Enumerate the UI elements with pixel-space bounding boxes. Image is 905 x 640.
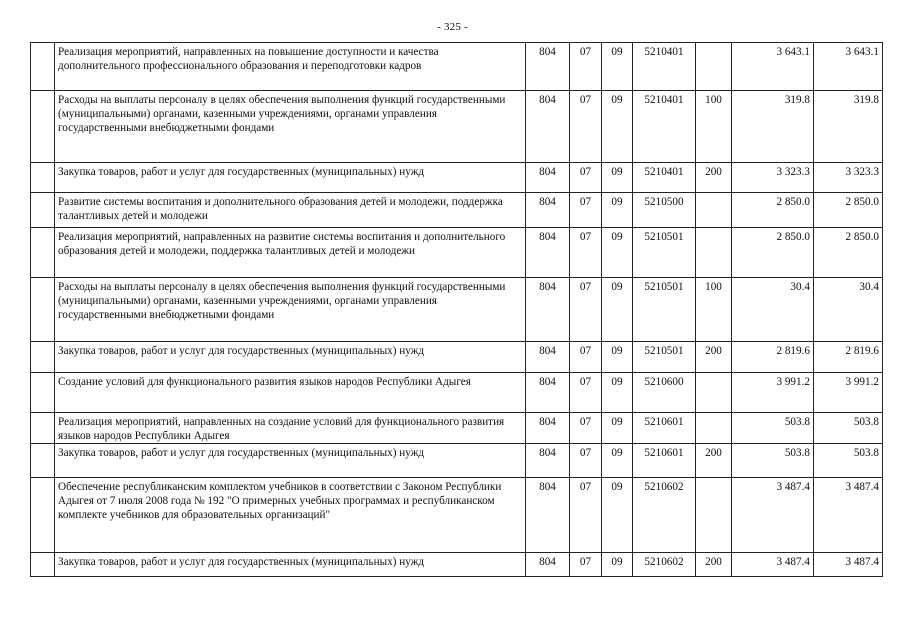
row-description: Расходы на выплаты персоналу в целях обеспечения выполнения функций государственными (муниципальными) органами, казенными учреждениями, органами управления государственными внебюджетными фондами: [55, 91, 526, 163]
row-description: Реализация мероприятий, направленных на развитие системы воспитания и дополнительного образования детей и молодежи, поддержка талантливых детей и молодежи: [55, 228, 526, 278]
row-target-article-code: 5210600: [633, 373, 696, 413]
row-section-code: 07: [570, 413, 602, 444]
table-row: [31, 444, 883, 478]
row-amount-2: 3 323.3: [814, 163, 883, 193]
row-expense-type-code: [696, 478, 732, 553]
row-description: Развитие системы воспитания и дополнительного образования детей и молодежи, поддержка талантливых детей и молодежи: [55, 193, 526, 228]
row-subsection-code: 09: [602, 43, 633, 91]
row-amount-2: 3 991.2: [814, 373, 883, 413]
row-ved-code: 804: [526, 193, 570, 228]
row-ved-code: 804: [526, 228, 570, 278]
row-amount-1: 3 643.1: [732, 43, 814, 91]
row-description: Закупка товаров, работ и услуг для государственных (муниципальных) нужд: [55, 444, 526, 478]
table-row: [31, 373, 883, 413]
row-expense-type-code: 200: [696, 342, 732, 373]
table-body: [31, 43, 883, 577]
row-amount-1: 503.8: [732, 413, 814, 444]
row-target-article-code: 5210401: [633, 163, 696, 193]
table-row: [31, 91, 883, 163]
table-row: [31, 163, 883, 193]
row-amount-2: 3 487.4: [814, 553, 883, 577]
row-subsection-code: 09: [602, 478, 633, 553]
table-row: [31, 193, 883, 228]
row-amount-2: 2 850.0: [814, 228, 883, 278]
table-row: [31, 342, 883, 373]
row-amount-1: 3 487.4: [732, 553, 814, 577]
table-row: [31, 413, 883, 444]
row-amount-2: 3 487.4: [814, 478, 883, 553]
row-amount-2: 2 819.6: [814, 342, 883, 373]
table-row: [31, 553, 883, 577]
row-subsection-code: 09: [602, 373, 633, 413]
row-amount-1: 3 323.3: [732, 163, 814, 193]
row-index-cell: [31, 278, 55, 342]
row-section-code: 07: [570, 342, 602, 373]
row-target-article-code: 5210401: [633, 91, 696, 163]
row-index-cell: [31, 478, 55, 553]
row-amount-2: 3 643.1: [814, 43, 883, 91]
row-amount-2: 503.8: [814, 444, 883, 478]
row-target-article-code: 5210401: [633, 43, 696, 91]
row-target-article-code: 5210602: [633, 553, 696, 577]
row-target-article-code: 5210501: [633, 278, 696, 342]
row-amount-1: 3 991.2: [732, 373, 814, 413]
row-index-cell: [31, 413, 55, 444]
row-section-code: 07: [570, 193, 602, 228]
row-expense-type-code: 100: [696, 91, 732, 163]
table-row: [31, 43, 883, 91]
row-section-code: 07: [570, 478, 602, 553]
row-section-code: 07: [570, 553, 602, 577]
row-target-article-code: 5210501: [633, 342, 696, 373]
row-expense-type-code: 200: [696, 444, 732, 478]
row-subsection-code: 09: [602, 413, 633, 444]
row-amount-1: 319.8: [732, 91, 814, 163]
row-expense-type-code: 200: [696, 553, 732, 577]
row-ved-code: 804: [526, 553, 570, 577]
row-index-cell: [31, 228, 55, 278]
row-index-cell: [31, 91, 55, 163]
row-description: Закупка товаров, работ и услуг для государственных (муниципальных) нужд: [55, 553, 526, 577]
row-subsection-code: 09: [602, 553, 633, 577]
row-amount-1: 30.4: [732, 278, 814, 342]
row-subsection-code: 09: [602, 444, 633, 478]
row-target-article-code: 5210602: [633, 478, 696, 553]
row-target-article-code: 5210501: [633, 228, 696, 278]
row-description: Создание условий для функционального развития языков народов Республики Адыгея: [55, 373, 526, 413]
row-amount-1: 2 819.6: [732, 342, 814, 373]
row-amount-1: 3 487.4: [732, 478, 814, 553]
row-ved-code: 804: [526, 163, 570, 193]
row-index-cell: [31, 163, 55, 193]
row-subsection-code: 09: [602, 278, 633, 342]
row-index-cell: [31, 373, 55, 413]
row-index-cell: [31, 193, 55, 228]
row-amount-2: 30.4: [814, 278, 883, 342]
row-ved-code: 804: [526, 278, 570, 342]
row-index-cell: [31, 553, 55, 577]
row-subsection-code: 09: [602, 163, 633, 193]
row-ved-code: 804: [526, 444, 570, 478]
row-ved-code: 804: [526, 342, 570, 373]
row-section-code: 07: [570, 228, 602, 278]
row-target-article-code: 5210601: [633, 444, 696, 478]
row-index-cell: [31, 342, 55, 373]
row-description: Обеспечение республиканским комплектом учебников в соответствии с Законом Республики Адыгея от 7 июля 2008 года № 192 "О примерных учебных программах и республиканском комплекте учебников для образовательных организаций": [55, 478, 526, 553]
row-section-code: 07: [570, 373, 602, 413]
row-subsection-code: 09: [602, 193, 633, 228]
row-ved-code: 804: [526, 478, 570, 553]
row-amount-1: 503.8: [732, 444, 814, 478]
row-amount-2: 2 850.0: [814, 193, 883, 228]
row-description: Реализация мероприятий, направленных на повышение доступности и качества дополнительного профессионального образования и переподготовки кадров: [55, 43, 526, 91]
row-description: Расходы на выплаты персоналу в целях обеспечения выполнения функций государственными (муниципальными) органами, казенными учреждениями, органами управления государственными внебюджетными фондами: [55, 278, 526, 342]
row-description: Закупка товаров, работ и услуг для государственных (муниципальных) нужд: [55, 163, 526, 193]
table-row: [31, 478, 883, 553]
row-description: Закупка товаров, работ и услуг для государственных (муниципальных) нужд: [55, 342, 526, 373]
row-section-code: 07: [570, 163, 602, 193]
row-amount-1: 2 850.0: [732, 228, 814, 278]
table-row: [31, 278, 883, 342]
row-subsection-code: 09: [602, 342, 633, 373]
page-number: - 325 -: [437, 21, 468, 33]
row-index-cell: [31, 444, 55, 478]
budget-table: [30, 42, 883, 577]
row-expense-type-code: [696, 373, 732, 413]
row-amount-2: 319.8: [814, 91, 883, 163]
row-expense-type-code: [696, 413, 732, 444]
row-target-article-code: 5210500: [633, 193, 696, 228]
row-target-article-code: 5210601: [633, 413, 696, 444]
row-amount-2: 503.8: [814, 413, 883, 444]
row-ved-code: 804: [526, 373, 570, 413]
table-row: [31, 228, 883, 278]
row-section-code: 07: [570, 278, 602, 342]
row-expense-type-code: [696, 43, 732, 91]
row-expense-type-code: 100: [696, 278, 732, 342]
row-section-code: 07: [570, 444, 602, 478]
row-ved-code: 804: [526, 43, 570, 91]
row-description: Реализация мероприятий, направленных на создание условий для функционального развития языков народов Республики Адыгея: [55, 413, 526, 444]
row-subsection-code: 09: [602, 91, 633, 163]
row-expense-type-code: 200: [696, 163, 732, 193]
row-section-code: 07: [570, 43, 602, 91]
row-section-code: 07: [570, 91, 602, 163]
row-subsection-code: 09: [602, 228, 633, 278]
row-ved-code: 804: [526, 91, 570, 163]
row-expense-type-code: [696, 193, 732, 228]
row-ved-code: 804: [526, 413, 570, 444]
row-index-cell: [31, 43, 55, 91]
row-expense-type-code: [696, 228, 732, 278]
row-amount-1: 2 850.0: [732, 193, 814, 228]
